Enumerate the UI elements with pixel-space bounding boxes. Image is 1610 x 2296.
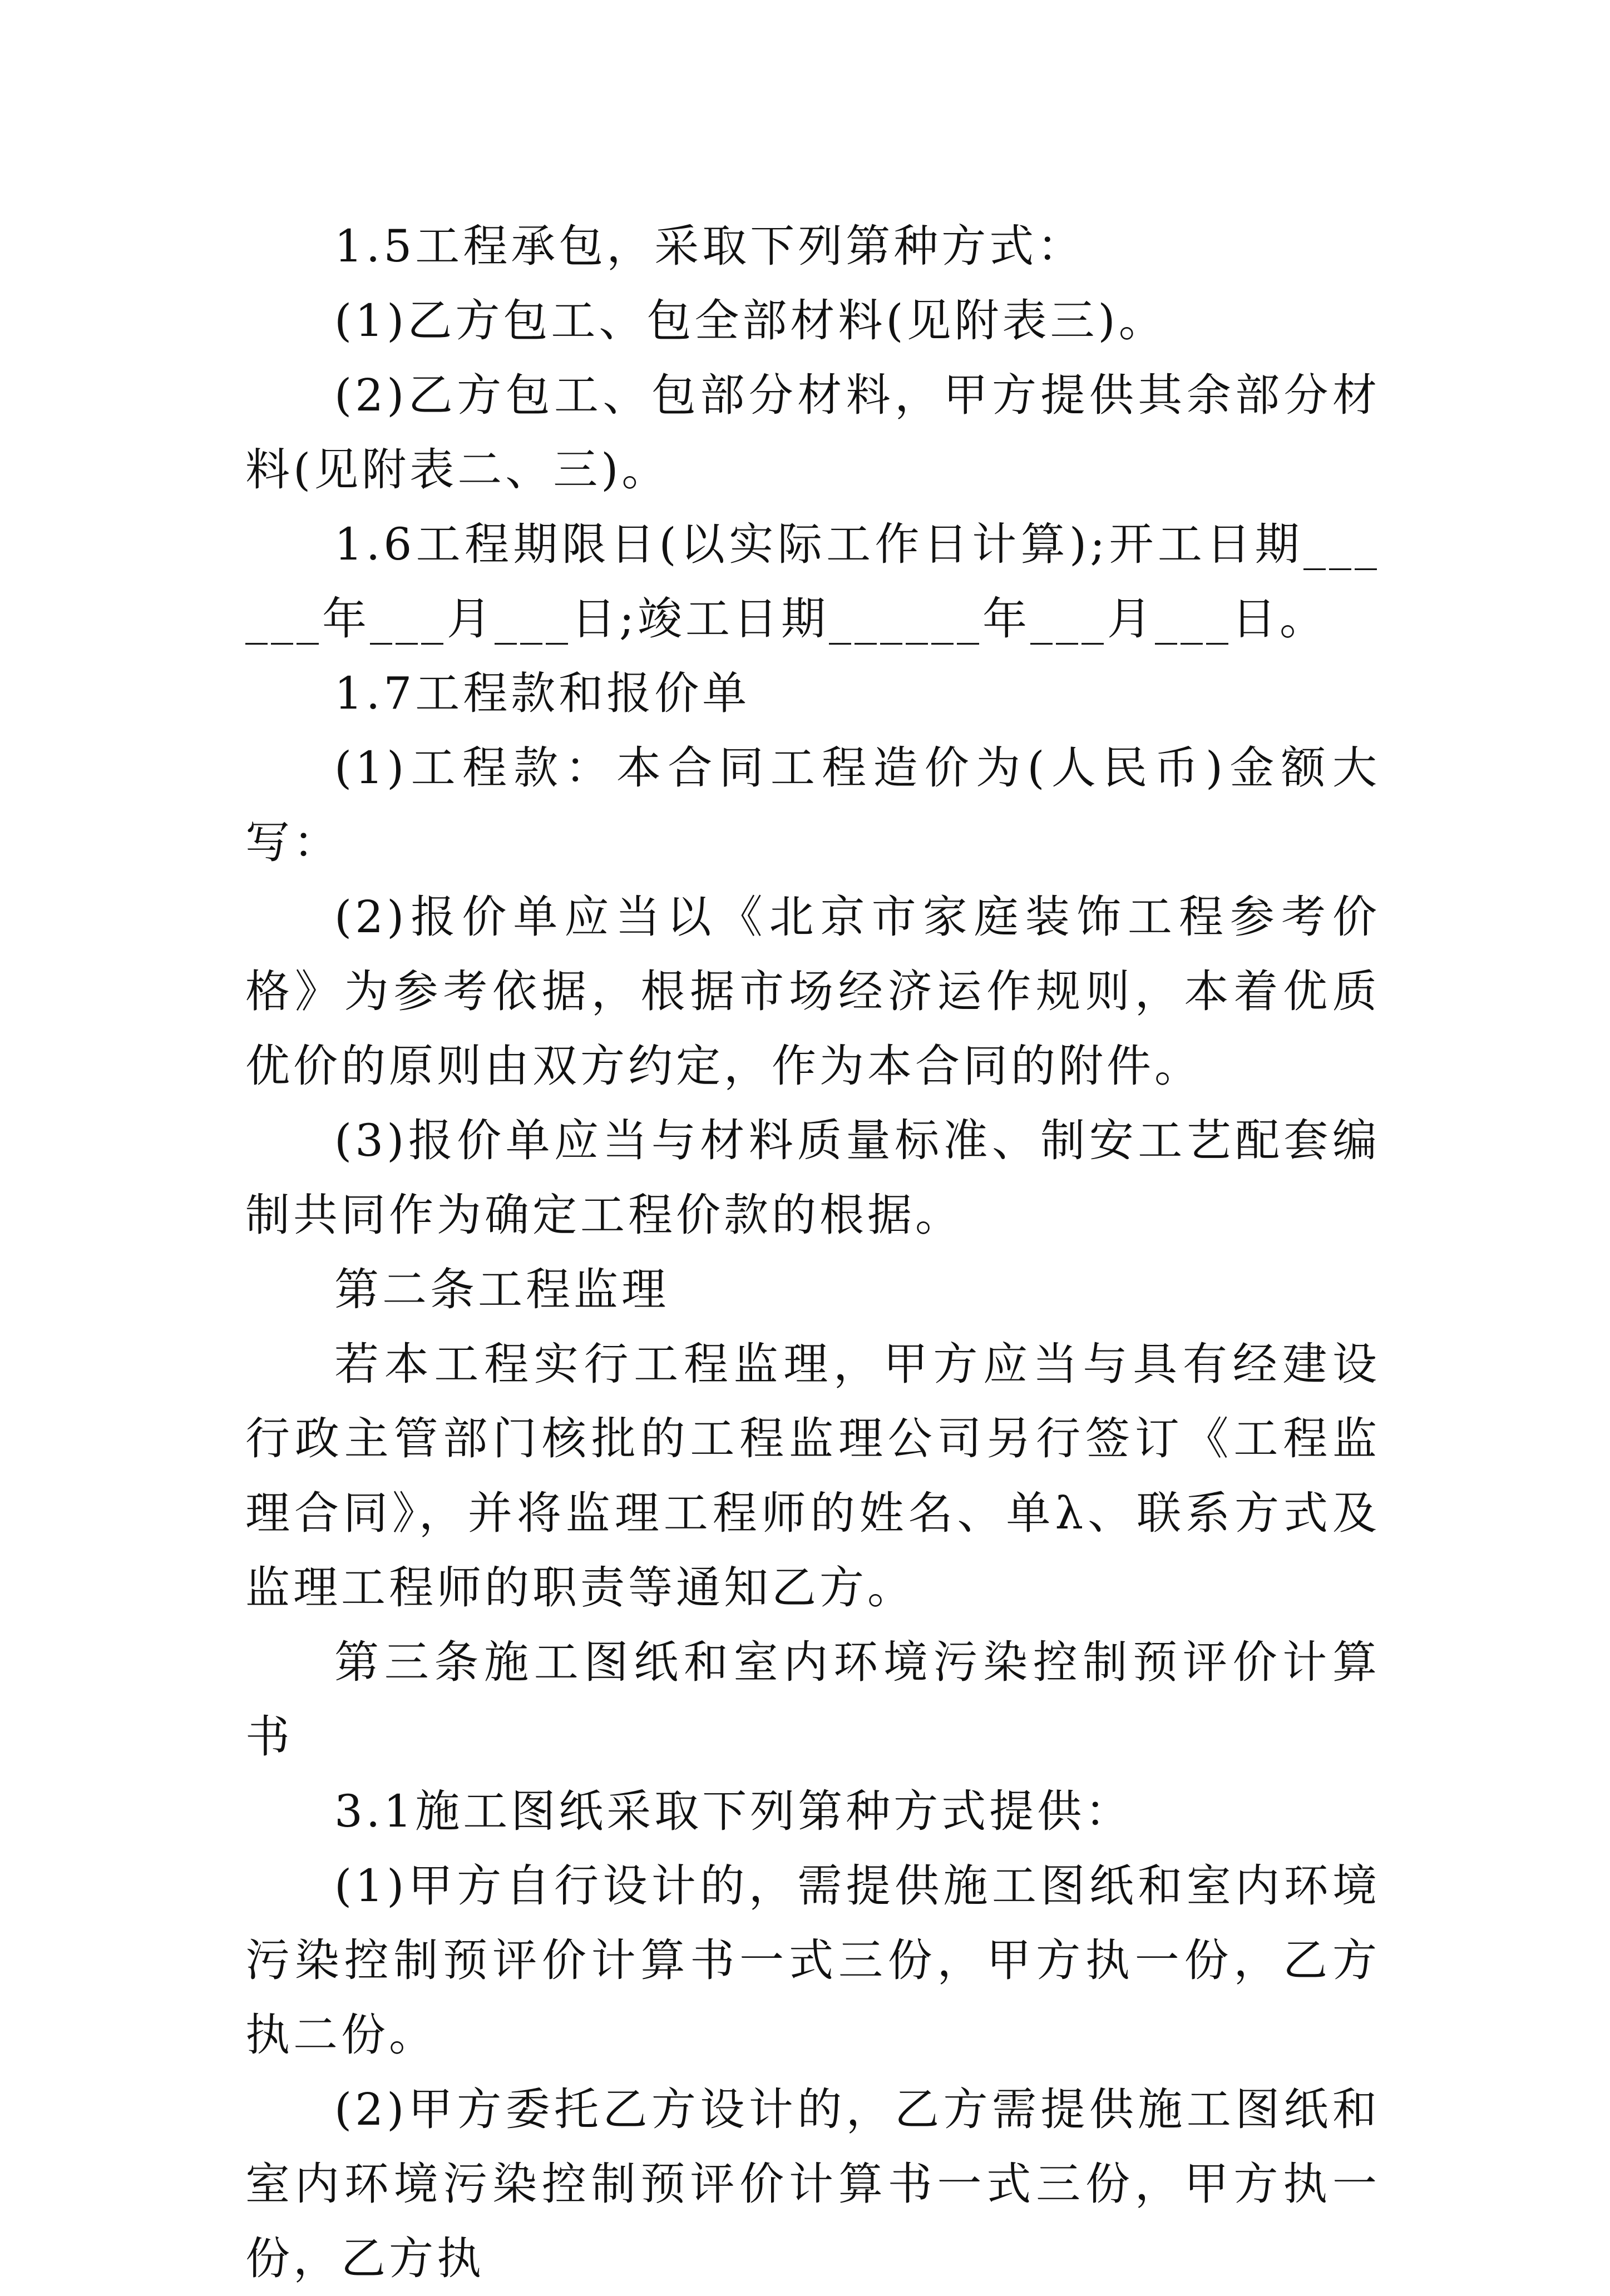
paragraph-1-7-heading: 1.7工程款和报价单	[334, 667, 750, 719]
paragraph-3-1-drawings: 3.1施工图纸采取下列第种方式提供：	[334, 1785, 1133, 1837]
paragraph-1-5-contracting: 1.5工程承包，采取下列第种方式：	[334, 220, 1085, 272]
document-body	[245, 209, 1380, 2296]
paragraph-supervision: 若本工程实行工程监理，甲方应当与具有经建设行政主管部门核批的工程监理公司另行签订《工程监理合同》，并将监理工程师的姓名、单λ、联系方式及监理工程师的职责等通知乙方。	[245, 1338, 1380, 1614]
paragraph-drawings-option-1: (1)甲方自行设计的，需提供施工图纸和室内环境污染控制预评价计算书一式三份，甲方执一份，乙方执二份。	[245, 1860, 1380, 2061]
paragraph-drawings-option-2: (2)甲方委托乙方设计的，乙方需提供施工图纸和室内环境污染控制预评价计算书一式三份，甲方执一份，乙方执	[245, 2084, 1380, 2284]
paragraph-payment: (1)工程款：本合同工程造价为(人民币)金额大写：	[245, 742, 1380, 868]
section-3-heading: 第三条施工图纸和室内环境污染控制预评价计算书	[245, 1636, 1380, 1763]
paragraph-option-1: (1)乙方包工、包全部材料(见附表三)。	[334, 295, 1167, 347]
section-2-heading: 第二条工程监理	[334, 1264, 669, 1315]
paragraph-1-6-schedule: 1.6工程期限日(以实际工作日计算);开工日期______年___月___日;竣工日期______年___月___日。	[245, 518, 1380, 645]
paragraph-quote-basis: (2)报价单应当以《北京市家庭装饰工程参考价格》为参考依据，根据市场经济运作规则，本着优质优价的原则由双方约定，作为本合同的附件。	[245, 891, 1380, 1092]
paragraph-quote-standards: (3)报价单应当与材料质量标准、制安工艺配套编制共同作为确定工程价款的根据。	[245, 1115, 1380, 1241]
paragraph-option-2: (2)乙方包工、包部分材料，甲方提供其余部分材料(见附表二、三)。	[245, 369, 1380, 496]
